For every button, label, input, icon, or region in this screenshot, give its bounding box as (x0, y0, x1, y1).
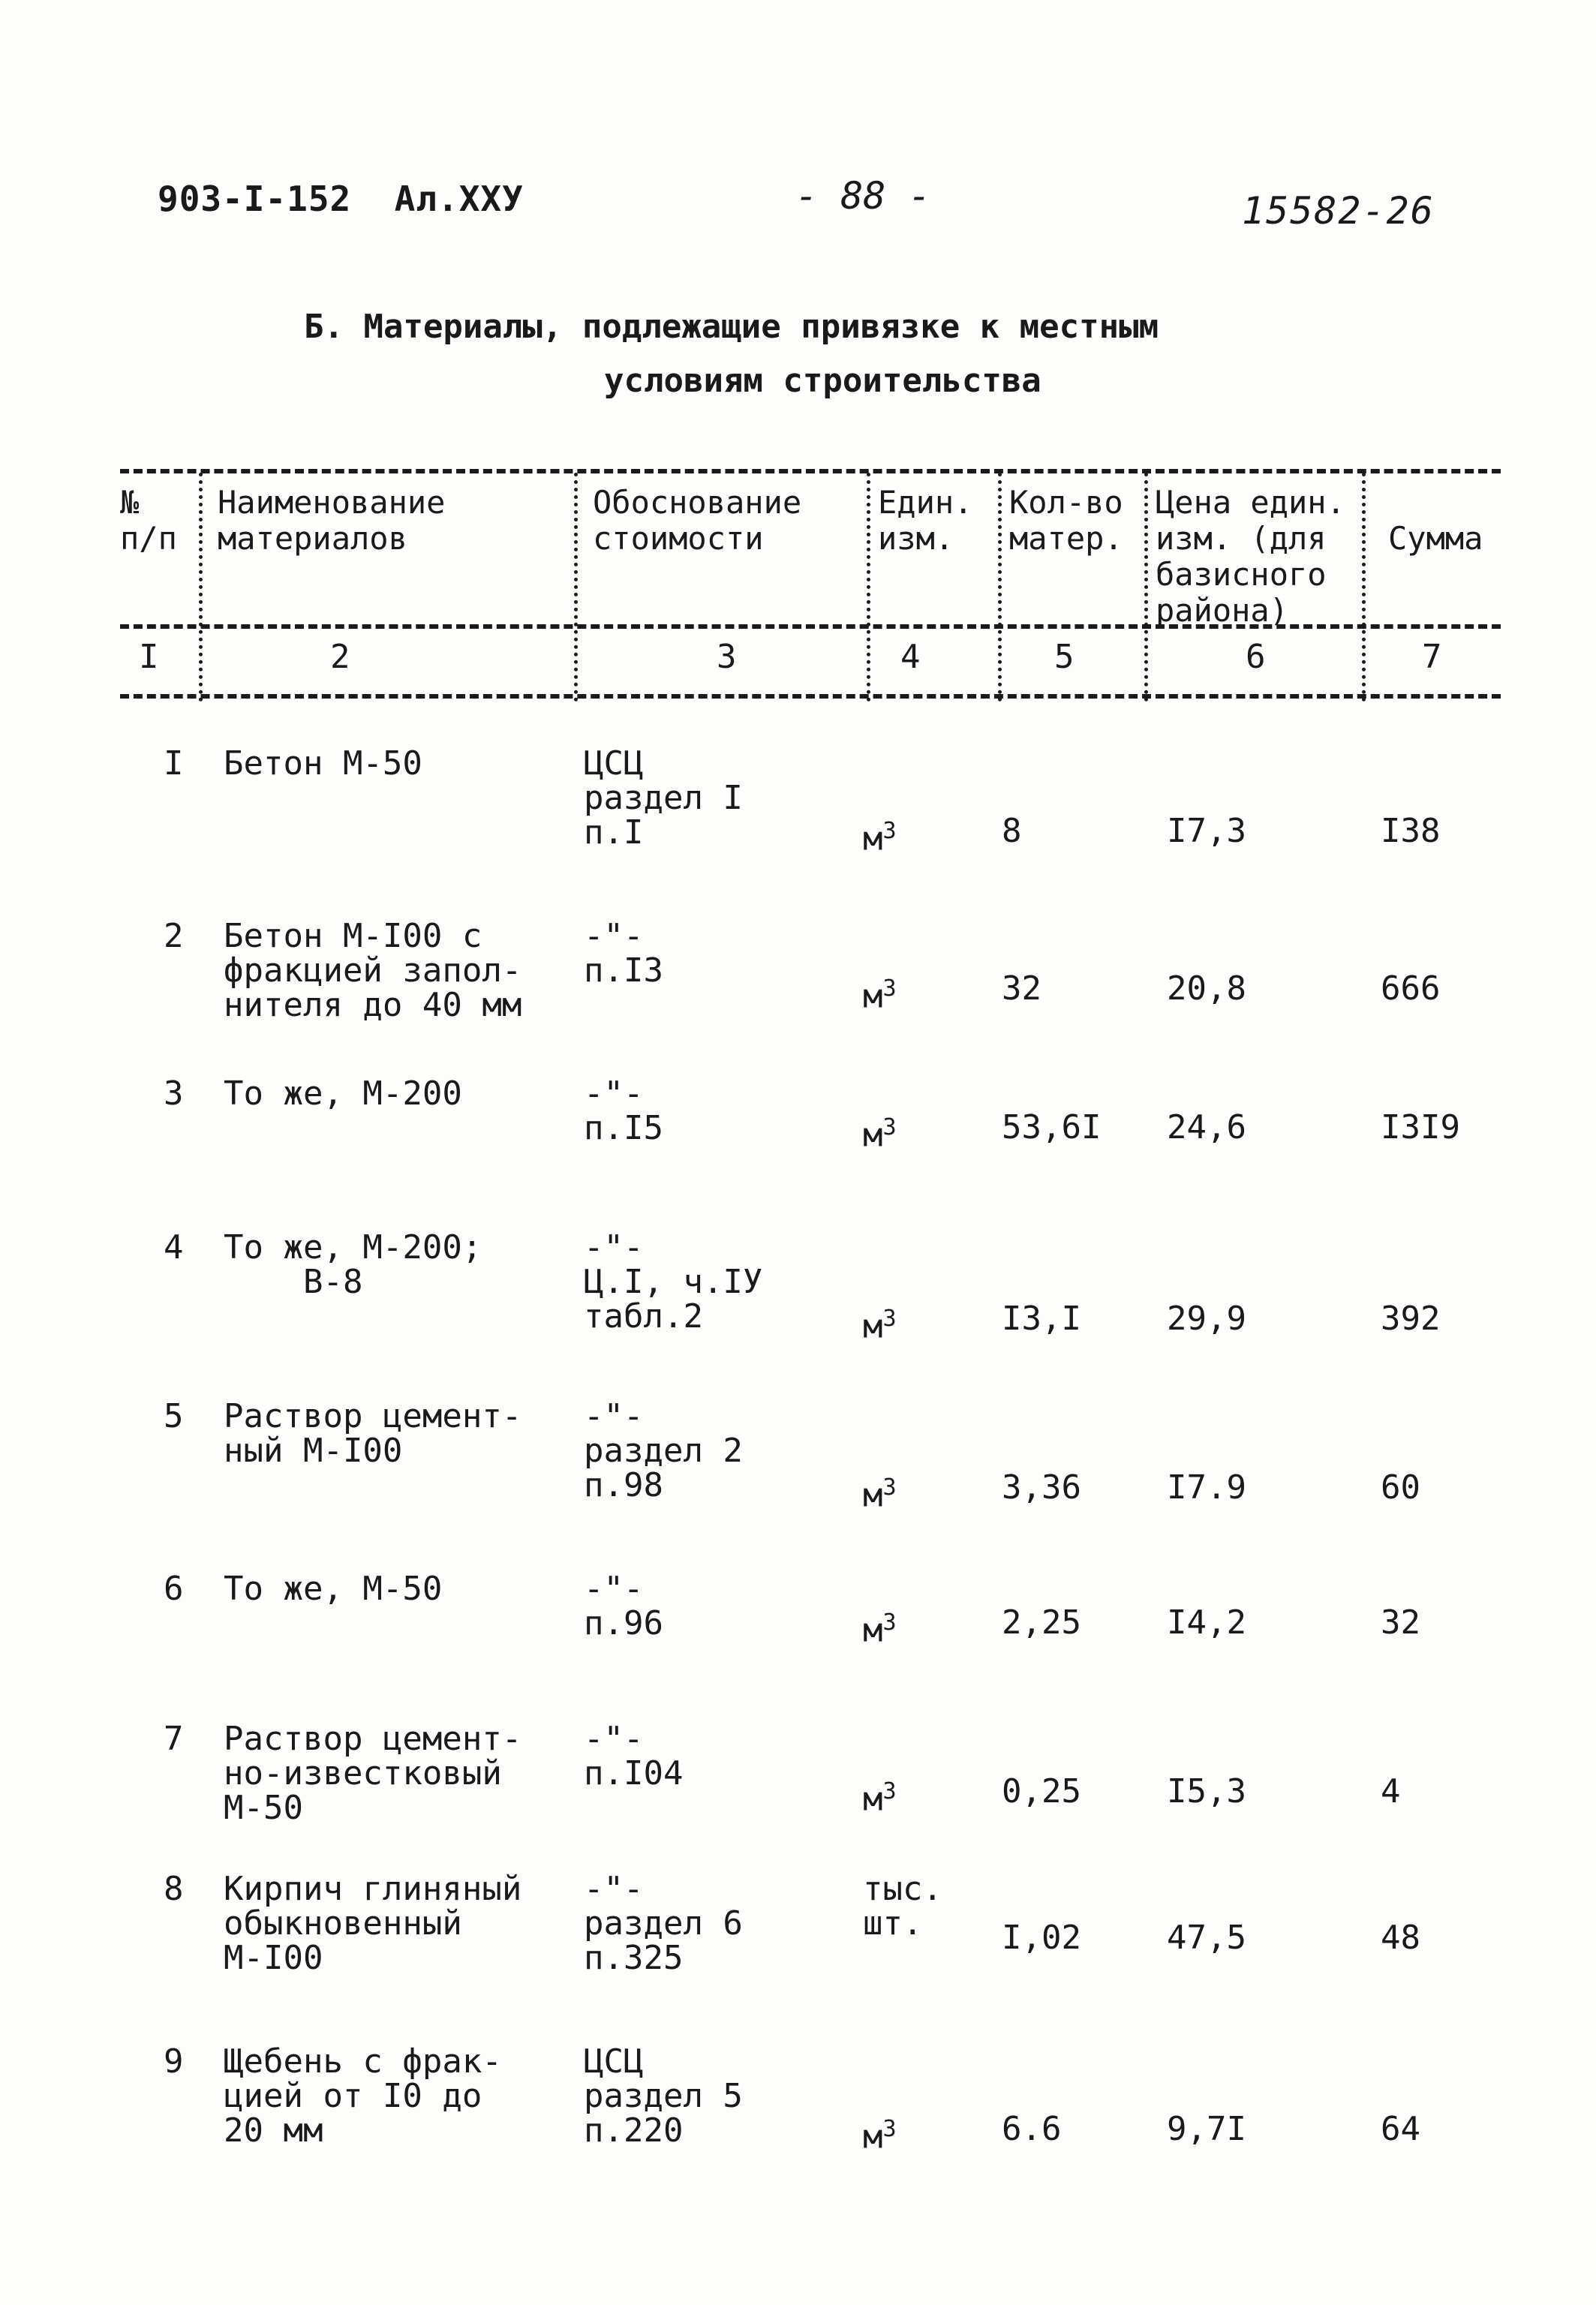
cell-n: 3 (164, 1074, 184, 1113)
cell-price: I7,3 (1167, 812, 1246, 850)
header-num: № п/п (120, 484, 177, 557)
cell-n: 9 (164, 2042, 184, 2081)
col-divider (1144, 473, 1148, 702)
unit-superscript: 3 (882, 975, 897, 1002)
cell-sum: 48 (1381, 1919, 1420, 1957)
unit-superscript: 3 (882, 1474, 897, 1501)
col-divider (867, 473, 870, 702)
cell-sum: 666 (1381, 969, 1441, 1008)
cell-n: 4 (164, 1228, 184, 1267)
cell-basis: ЦСЦ раздел I п.I (584, 744, 743, 852)
col-divider (1362, 473, 1366, 702)
cell-unit: $м^3$ (863, 2116, 897, 2156)
page-number: - 88 - (795, 174, 931, 218)
table-top-rule (120, 469, 1501, 473)
cell-n: 7 (164, 1720, 184, 1758)
cell-name: Раствор цемент- но-известковый М-50 (224, 1720, 522, 1827)
cell-qty: 2,25 (1002, 1603, 1081, 1642)
cell-sum: 392 (1381, 1300, 1441, 1338)
cell-unit: $м^3$ (863, 1474, 897, 1515)
section-title-line1: Б. Материалы, подлежащие привязке к местным (304, 308, 1159, 346)
col-number: 6 (1246, 638, 1266, 676)
cell-name: Раствор цемент- ный М-I00 (224, 1397, 522, 1470)
cell-qty: 3,36 (1002, 1468, 1081, 1507)
unit-superscript: 3 (882, 818, 897, 844)
cell-sum: I38 (1381, 812, 1441, 850)
cell-price: 9,7I (1167, 2110, 1246, 2148)
unit-superscript: 3 (882, 2116, 897, 2142)
cell-name: Щебень с фрак- цией от I0 до 20 мм (224, 2042, 502, 2150)
col-divider (574, 473, 578, 702)
unit-superscript: 3 (882, 1609, 897, 1636)
cell-sum: 4 (1381, 1772, 1401, 1811)
cell-basis: -"- п.I04 (584, 1720, 684, 1793)
header-unit: Един. изм. (878, 484, 973, 557)
cell-sum: 64 (1381, 2110, 1420, 2148)
cell-sum: I3I9 (1381, 1108, 1460, 1146)
col-number: 7 (1422, 638, 1442, 676)
cell-price: 29,9 (1167, 1300, 1246, 1338)
cell-unit: $м^3$ (863, 1306, 897, 1346)
cell-basis: ЦСЦ раздел 5 п.220 (584, 2042, 743, 2150)
cell-n: 8 (164, 1870, 184, 1908)
cell-qty: 8 (1002, 812, 1022, 850)
cell-qty: I3,I (1002, 1300, 1081, 1338)
cell-basis: -"- п.96 (584, 1570, 663, 1642)
cell-unit: $м^3$ (863, 1609, 897, 1650)
cell-qty: 53,6I (1002, 1108, 1102, 1146)
cell-qty: I,02 (1002, 1919, 1081, 1957)
unit-superscript: 3 (882, 1778, 897, 1805)
cell-unit: тыс. шт. (863, 1870, 942, 1943)
cell-unit: $м^3$ (863, 1114, 897, 1155)
cell-n: 6 (164, 1570, 184, 1608)
header-name: Наименование материалов (218, 484, 446, 557)
cell-name: Бетон М-50 (224, 744, 422, 783)
cell-price: 24,6 (1167, 1108, 1246, 1146)
cell-qty: 6.6 (1002, 2110, 1062, 2148)
cell-basis: -"- п.I5 (584, 1074, 663, 1147)
cell-sum: 32 (1381, 1603, 1420, 1642)
cell-unit: $м^3$ (863, 818, 897, 858)
cell-n: 2 (164, 917, 184, 955)
col-number: 2 (330, 638, 350, 676)
header-basis: Обоснование стоимости (593, 484, 802, 557)
document-number: 15582-26 (1242, 189, 1435, 233)
cell-name: То же, М-50 (224, 1570, 443, 1608)
cell-qty: 0,25 (1002, 1772, 1081, 1811)
header-price: Цена един. изм. (для базисного района) (1156, 484, 1345, 629)
cell-name: Кирпич глиняный обыкновенный М-I00 (224, 1870, 522, 1977)
col-divider (199, 473, 203, 702)
cell-basis: -"- Ц.I, ч.IУ табл.2 (584, 1228, 763, 1336)
cell-price: I7.9 (1167, 1468, 1246, 1507)
cell-name: То же, М-200 (224, 1074, 462, 1113)
col-number: 4 (900, 638, 921, 676)
cell-unit: $м^3$ (863, 1778, 897, 1819)
section-title-line2: условиям строительства (604, 362, 1041, 400)
cell-price: 47,5 (1167, 1919, 1246, 1957)
col-divider (998, 473, 1002, 702)
cell-n: I (164, 744, 184, 783)
cell-n: 5 (164, 1397, 184, 1435)
unit-superscript: 3 (882, 1306, 897, 1332)
col-number: 3 (717, 638, 737, 676)
cell-price: I4,2 (1167, 1603, 1246, 1642)
cell-basis: -"- раздел 2 п.98 (584, 1397, 743, 1504)
document-code: 903-I-152 Ал.XXУ (158, 179, 524, 219)
cell-basis: -"- раздел 6 п.325 (584, 1870, 743, 1977)
cell-price: 20,8 (1167, 969, 1246, 1008)
cell-price: I5,3 (1167, 1772, 1246, 1811)
cell-unit: $м^3$ (863, 975, 897, 1016)
cell-qty: 32 (1002, 969, 1041, 1008)
unit-superscript: 3 (882, 1114, 897, 1140)
cell-name: То же, М-200; В-8 (224, 1228, 482, 1301)
col-number: I (139, 638, 159, 676)
cell-sum: 60 (1381, 1468, 1420, 1507)
cell-basis: -"- п.I3 (584, 917, 663, 990)
column-number-rule (120, 694, 1501, 699)
header-sum: Сумма (1388, 520, 1483, 557)
cell-name: Бетон М-I00 с фракцией запол- нителя до 40 мм (224, 917, 522, 1024)
header-qty: Кол-во матер. (1009, 484, 1123, 557)
col-number: 5 (1054, 638, 1075, 676)
